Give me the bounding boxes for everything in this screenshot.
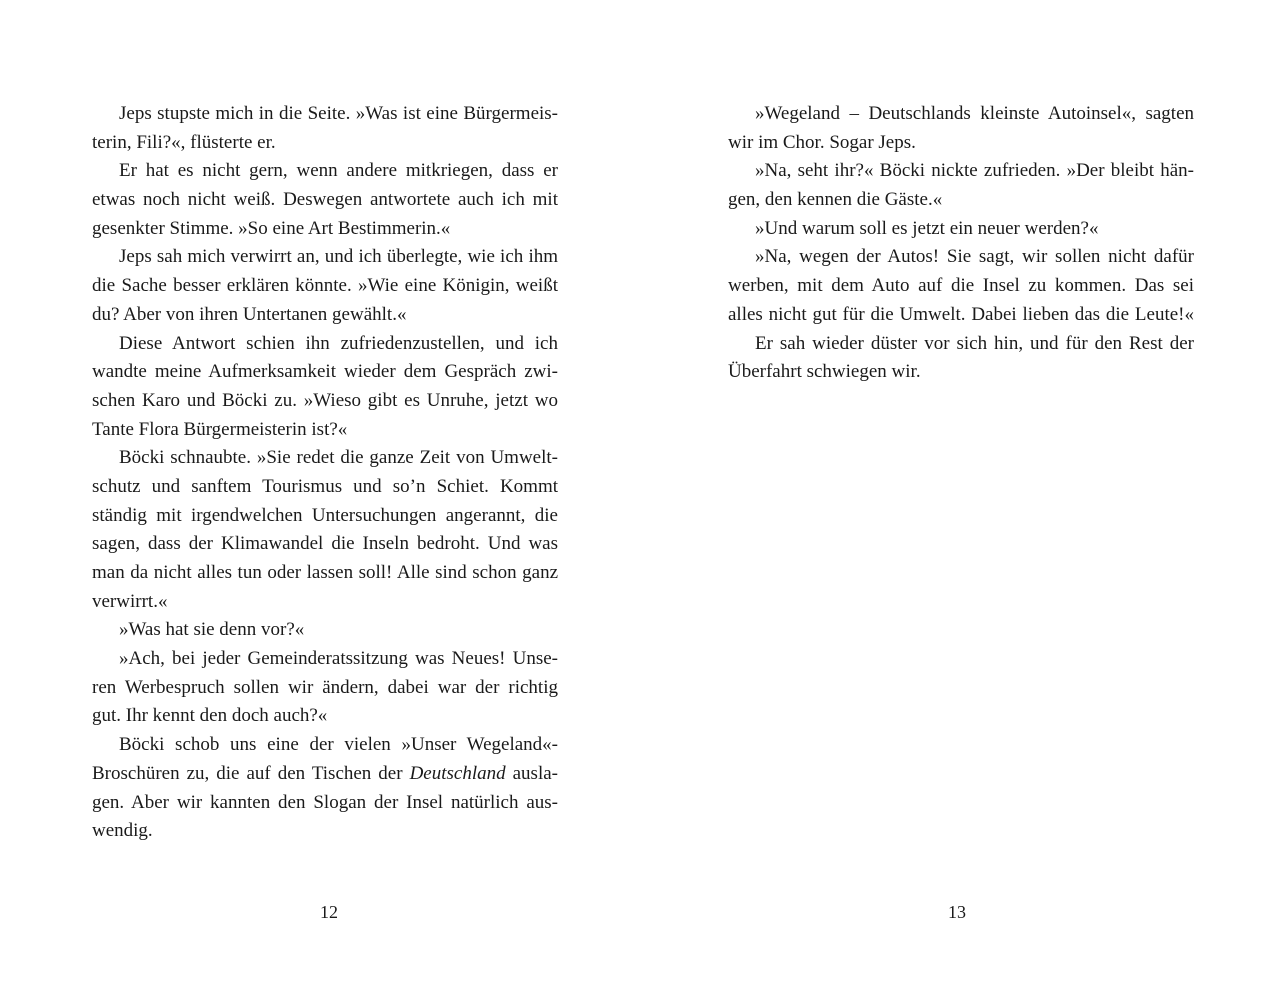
text-line: etwas noch nicht weiß. Deswegen antwortete auch ich mit [92,189,558,211]
text-line: »Was hat sie denn vor?« [119,619,305,641]
text-line: wendig. [92,820,153,842]
left-page-text [92,100,558,846]
ship-name-italic: Deutschland [409,762,506,784]
text-line: verwirrt.« [92,590,168,612]
text-segment: Broschüren zu, die auf den Tischen der [92,762,410,784]
text-line: du? Aber von ihren Untertanen gewählt.« [92,303,407,325]
text-line: ständig mit irgendwelchen Untersuchungen angerannt, die [92,504,558,526]
text-line: »Na, wegen der Autos! Sie sagt, wir sollen nicht dafür [755,246,1194,268]
text-line: wandte meine Aufmerksamkeit wieder dem Gespräch zwi- [92,361,558,383]
text-line: man da nicht alles tun oder lassen soll! Alle sind schon ganz [92,562,558,583]
text-line: »Wegeland – Deutschlands kleinste Autoinsel«, sagten [755,103,1194,124]
text-line: Überfahrt schwiegen wir. [728,361,921,383]
text-segment: ausla- [505,762,558,784]
text-line: Jeps stupste mich in die Seite. »Was ist eine Bürgermeis- [119,103,558,124]
text-line: gut. Ihr kennt den doch auch?« [92,705,328,727]
text-line: »Na, seht ihr?« Böcki nickte zufrieden. »Der bleibt hän- [755,160,1194,182]
page-number-right: 13 [948,902,966,922]
text-line: Böcki schob uns eine der vielen »Unser Wegeland«- [119,734,558,756]
text-line: Er hat es nicht gern, wenn andere mitkriegen, dass er [119,160,558,182]
page-number-left: 12 [320,902,338,922]
text-line: ren Werbespruch sollen wir ändern, dabei war der richtig [92,676,558,698]
text-line: »Ach, bei jeder Gemeinderatssitzung was Neues! Unse- [119,648,558,670]
text-line: schutz und sanftem Tourismus und so’n Schiet. Kommt [92,475,558,497]
text-line: wir im Chor. Sogar Jeps. [728,131,916,153]
text-line: sagen, dass der Klimawandel die Inseln bedroht. Und was [92,533,558,555]
text-line: schen Karo und Böcki zu. »Wieso gibt es Unruhe, jetzt wo [92,389,558,411]
text-line: Diese Antwort schien ihn zufriedenzustellen, und ich [119,332,558,354]
text-line: Er sah wieder düster vor sich hin, und für den Rest der [755,332,1194,354]
text-line: werben, mit dem Auto auf die Insel zu kommen. Das sei [728,275,1194,297]
text-line: Tante Flora Bürgermeisterin ist?« [92,418,348,440]
text-line: die Sache besser erklären könnte. »Wie eine Königin, weißt [92,275,558,297]
text-line: terin, Fili?«, flüsterte er. [92,131,276,153]
text-line: alles nicht gut für die Umwelt. Dabei lieben das die Leute!« [728,303,1194,325]
right-page-text [728,100,1194,387]
text-line: Böcki schnaubte. »Sie redet die ganze Zeit von Umwelt- [119,447,558,469]
text-line: gen. Aber wir kannten den Slogan der Insel natürlich aus- [92,791,558,813]
text-line [92,760,558,789]
left-page [0,0,642,1000]
text-line: gesenkter Stimme. »So eine Art Bestimmerin.« [92,217,451,239]
text-line: gen, den kennen die Gäste.« [728,189,943,211]
text-line: »Und warum soll es jetzt ein neuer werden?« [755,217,1099,239]
text-line: Jeps sah mich verwirrt an, und ich überlegte, wie ich ihm [119,246,558,268]
right-page [642,0,1285,1000]
